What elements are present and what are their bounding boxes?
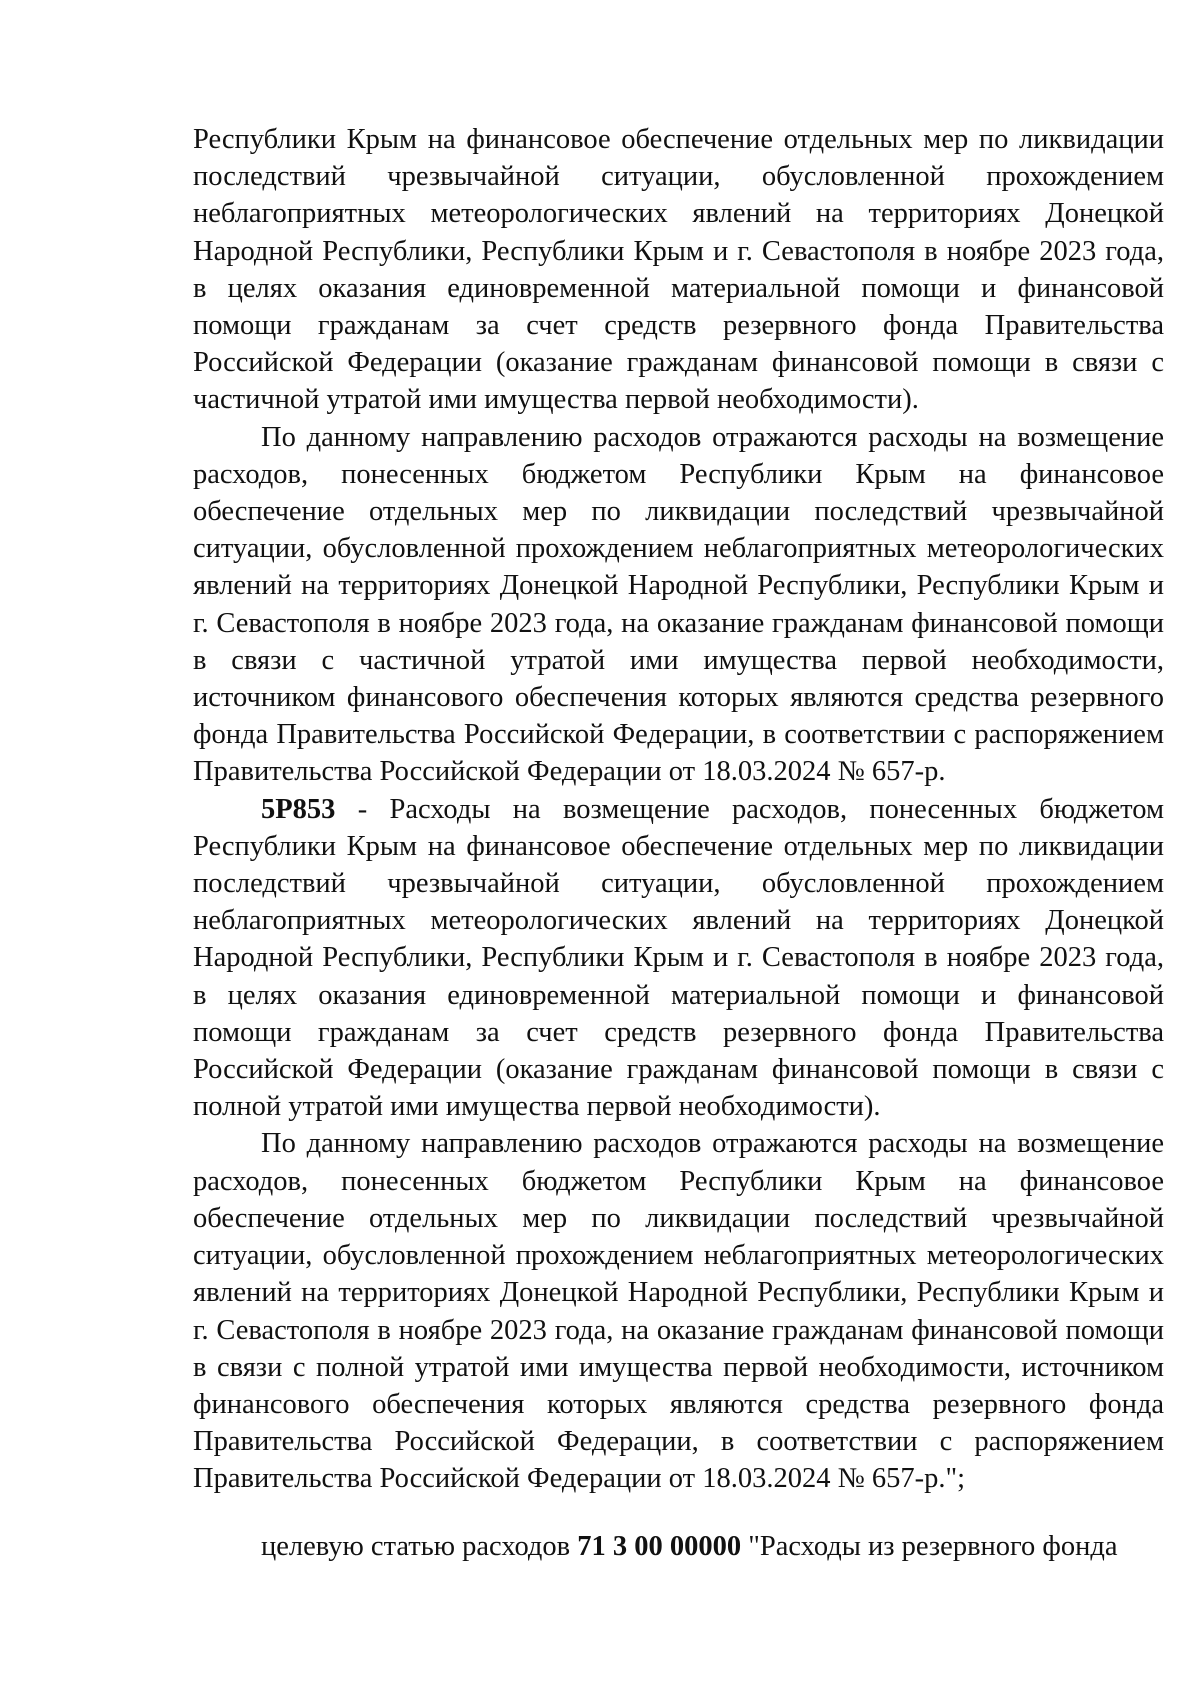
paragraph-5r853-definition bbox=[193, 791, 1164, 1126]
target-article-text: "Расходы из резервного фонда bbox=[741, 1530, 1118, 1562]
document-body bbox=[193, 121, 1164, 1565]
paragraph-5r852-description: По данному направлению расходов отражаются расходы на возмещение расходов, понесенных бюджетом Республики Крым на финансовое обеспечение отдельных мер по ликвидации последствий чрезвычайной ситуации, обусловленной прохождением неблагоприятных метеорологических явлений на территориях Донецкой Народной Республики, Республики Крым и г. Севастополя в ноябре 2023 года, на оказание гражданам финансовой помощи в связи с частичной утратой ими имущества первой необходимости, источником финансового обеспечения которых являются средства резервного фонда Правительства Российской Федерации, в соответствии с распоряжением Правительства Российской Федерации от 18.03.2024 № 657-р. bbox=[193, 421, 1164, 788]
target-article-prefix: целевую статью расходов bbox=[261, 1530, 578, 1562]
paragraph-5r853-text: - Расходы на возмещение расходов, понесенных бюджетом Республики Крым на финансовое обеспечение отдельных мер по ликвидации последствий чрезвычайной ситуации, обусловленной прохождением неблагоприятных метеорологических явлений на территориях Донецкой Народной Республики, Республики Крым и г. Севастополя в ноябре 2023 года, в целях оказания единовременной материальной помощи и финансовой помощи гражданам за счет средств резервного фонда Правительства Российской Федерации (оказание гражданам финансовой помощи в связи с полной утратой ими имущества первой необходимости). bbox=[193, 793, 1164, 1123]
paragraph-5r853-description: По данному направлению расходов отражаются расходы на возмещение расходов, понесенных бюджетом Республики Крым на финансовое обеспечение отдельных мер по ликвидации последствий чрезвычайной ситуации, обусловленной прохождением неблагоприятных метеорологических явлений на территориях Донецкой Народной Республики, Республики Крым и г. Севастополя в ноябре 2023 года, на оказание гражданам финансовой помощи в связи с полной утратой ими имущества первой необходимости, источником финансового обеспечения которых являются средства резервного фонда Правительства Российской Федерации, в соответствии с распоряжением Правительства Российской Федерации от 18.03.2024 № 657-р."; bbox=[193, 1128, 1164, 1495]
paragraph-continuation: Республики Крым на финансовое обеспечение отдельных мер по ликвидации последствий чрезвычайной ситуации, обусловленной прохождением неблагоприятных метеорологических явлений на территориях Донецкой Народной Республики, Республики Крым и г. Севастополя в ноябре 2023 года, в целях оказания единовременной материальной помощи и финансовой помощи гражданам за счет средств резервного фонда Правительства Российской Федерации (оказание гражданам финансовой помощи в связи с частичной утратой ими имущества первой необходимости). bbox=[193, 124, 1164, 416]
budget-code-71300: 71 3 00 00000 bbox=[577, 1530, 742, 1562]
paragraph-target-article bbox=[193, 1528, 1164, 1565]
budget-code-5r853: 5Р853 bbox=[261, 793, 336, 825]
